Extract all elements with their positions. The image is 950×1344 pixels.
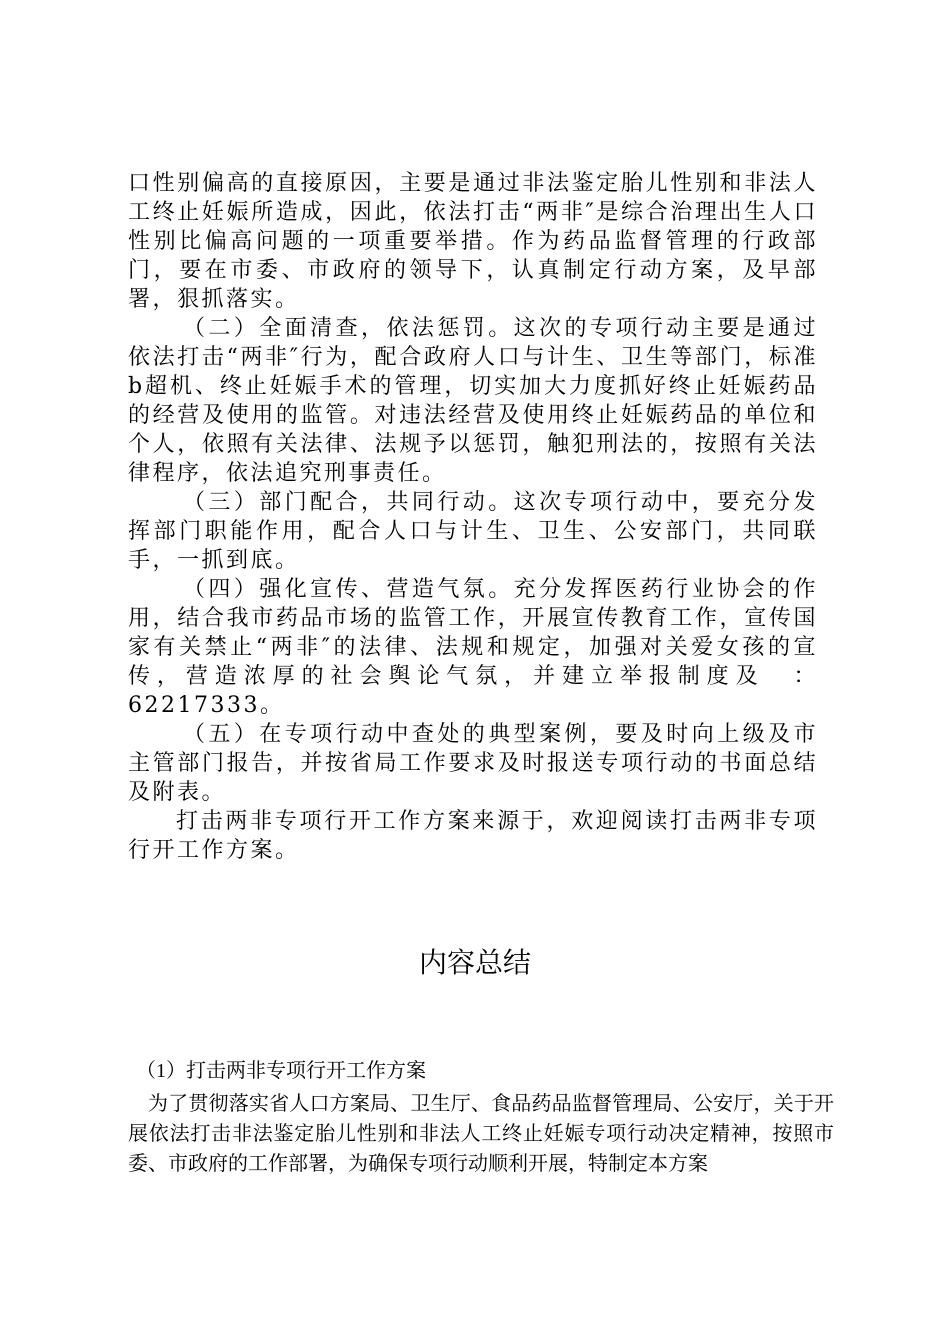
paragraph-3: （三）部门配合，共同行动。这次专项行动中，要充分发挥部门职能作用，配合人口与计生、卫生、公安部门，共同联手，一抓到底。 [128,490,818,573]
paragraph-2: （二）全面清查，依法惩罚。这次的专项行动主要是通过依法打击“两非″行为，配合政府人口与计生、卫生等部门，标准b超机、终止妊娠手术的管理，切实加大力度抓好终止妊娠药品的经营及使用的监管。对违法经营及使用终止妊娠药品的单位和个人，依照有关法律、法规予以惩罚，触犯刑法的，按照有关法律程序，依法追究刑事责任。 [128,316,818,486]
paragraph-4: （四）强化宣传、营造气氛。充分发挥医药行业协会的作用，结合我市药品市场的监管工作，开展宣传教育工作，宣传国家有关禁止“两非″的法律、法规和规定，加强对关爱女孩的宣传，营造浓厚的社会舆论气氛，并建立举报制度及 ：62217333。 [128,577,818,718]
paragraph-5: （五）在专项行动中查处的典型案例，要及时向上级及市主管部门报告，并按省局工作要求及时报送专项行动的书面总结及附表。 [128,722,818,805]
paragraph-6: 打击两非专项行开工作方案来源于，欢迎阅读打击两非专项行开工作方案。 [128,809,818,863]
summary-section [128,1056,834,1179]
document-body [128,169,818,865]
paragraph-1: 口性别偏高的直接原因，主要是通过非法鉴定胎儿性别和非法人工终止妊娠所造成，因此，依法打击“两非″是综合治理出生人口性别比偏高问题的一项重要举措。作为药品监督管理的行政部门，要在市委、市政府的领导下，认真制定行动方案，及早部署，狠抓落实。 [128,171,818,312]
summary-subhead: （1）打击两非专项行开工作方案 [136,1060,426,1082]
summary-title: 内容总结 [418,948,531,979]
summary-text: 为了贯彻落实省人口方案局、卫生厅、食品药品监督管理局、公安厅，关于开展依法打击非法鉴定胎儿性别和非法人工终止妊娠专项行动决定精神，按照市委、市政府的工作部署，为确保专项行动顺利开展，特制定本方案 [128,1093,834,1175]
